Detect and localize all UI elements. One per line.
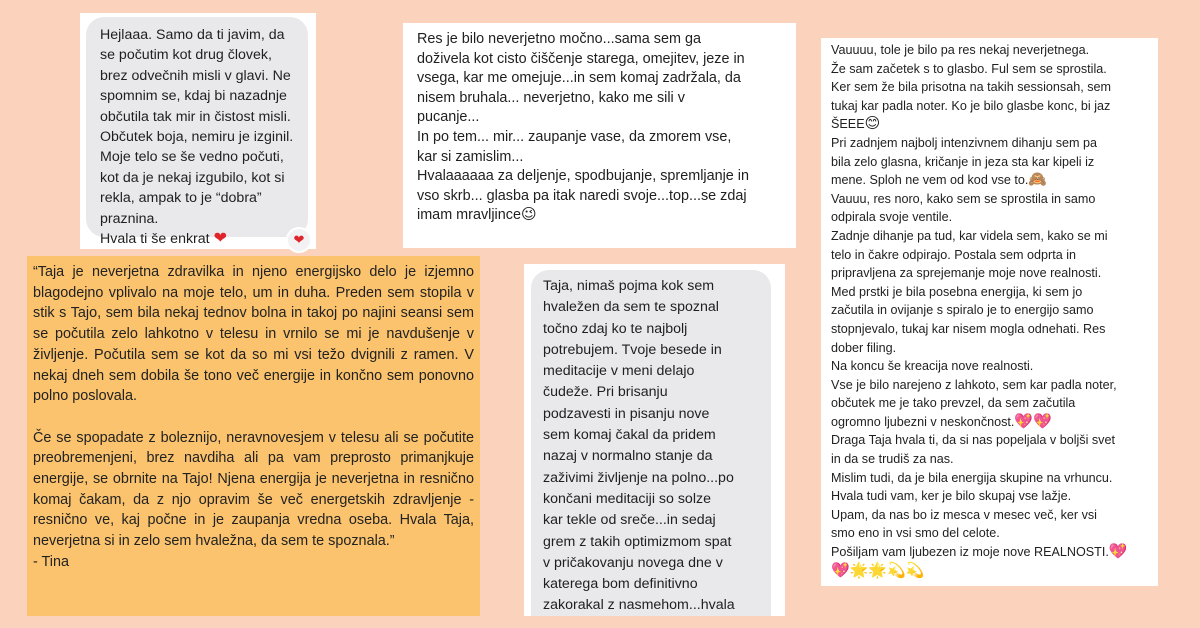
message-body: Hejlaaa. Samo da ti javim, da se počutim kot drug človek, brez odvečnih misli v glavi. Ne spomnim se, kdaj bi nazadnje občutila tak mir in čistost misli. Občutek boja, nemiru je izginil. Moje telo se še vedno počuti, kot da je nekaj izgubilo, kot si rekla, ampak to je “dobra” praznina. Hvala ti še enkrat [100, 27, 294, 248]
testimonial-card-5 [524, 264, 785, 616]
message-part-4: Draga Taja hvala ti, da si nas popeljala v boljši svet in da se trudiš za nas. Mislim tudi, da je bila energija skupine na vrhuncu. Hvala tudi vam, ker je bilo skupaj vse lažje. Upam, da nas bo iz mesca v mesec več, ker vsi smo eno in vsi smo del celote. Pošiljam vam ljubezen iz moje nove REALNOSTI. [831, 433, 1115, 560]
sparkling-heart-icon: 💖 [1108, 543, 1128, 561]
message-text [831, 41, 1148, 580]
testimonial-card-4 [27, 256, 480, 616]
message-part-3: Vauuu, res noro, kako sem se sprostila in samo odpirala svoje ventile. Zadnje dihanje pa tud, kar videla sem, kako se mi telo in čakre odpirajo. Postala sem odprta in pripravljena za sprejemanje moje nove realnosti. Med prstki je bila posebna energija, ki sem jo začutila in ovijanje s spiralo je to energijo samo stopnjevalo, tukaj kar nisem mogla odnehati. Res dober filing. Na koncu še kreacija nove realnosti. Vse je bilo narejeno z lahkoto, sem kar padla noter, občutek me je tako prevzel, da sem začutila ogromno ljubezni v neskončnost. [831, 191, 1117, 429]
message-body: Res je bilo neverjetno močno...sama sem ga doživela kot cisto čiščenje starega, omejitev, jeze in vsega, kar me omejuje...in sem komaj zadržala, da nisem bruhala... neverjetno, kako me sili v pucanje... In po tem... mir... zaupanje vase, da zmorem vse, kar si zamislim... Hvalaaaaaa za deljenje, spodbujanje, spremljanje in vso skrb... glasba pa itak naredi svoje...top...se zdaj imam mravljince [417, 31, 750, 224]
message-bubble [86, 17, 308, 248]
testimonial-card-1 [80, 13, 316, 249]
message-bubble [531, 270, 771, 616]
message-text [417, 30, 782, 226]
message-part-1: Vauuuu, tole je bilo pa res nekaj neverjetnega. Že sam začetek s to glasbo. Ful sem se sprostila. Ker sem že bila prisotna na takih sessionsah, sem tukaj kar padla noter. Ko je bilo glasbe konc, bi jaz ŠEEE [831, 43, 1111, 132]
testimonial-signature: - Tina [33, 553, 69, 570]
testimonial-paragraph-2: Če se spopadate z boleznijo, neravnovesjem v telesu ali se počutite preobremenjeni, brez navdiha ali pa vam preprosto primanjkuje energije, se obrnite na Tajo! Njena energija je neverjetna in resnično komaj čakam, da z njo opravim še več energetskih zdravljenje - resnično ve, kaj počne in je zaupanja vredna oseba. Hvala Taja, neverjetna si in zelo sem hvaležna, da sem te spoznala.” [33, 429, 474, 550]
heart-reaction-icon: ❤ [286, 227, 312, 253]
testimonial-card-2 [403, 23, 796, 248]
message-part-2: Pri zadnjem najbolj intenzivnem dihanju sem pa bila zelo glasna, kričanje in jeza sta kar kipeli iz mene. Sploh ne vem od kod vse to. [831, 135, 1098, 188]
message-text [100, 27, 293, 247]
testimonial-text [33, 262, 474, 573]
heart-emoji-icon: ❤ [213, 230, 227, 248]
message-body: Taja, nimaš pojma kok sem hvaležen da sem te spoznal točno zdaj ko te najbolj potrebujem. Tvoje besede in meditacije v meni delajo čudeže. Pri brisanju podzavesti in pisanju nove sem komaj čakal da pridem nazaj v normalno stanje da zaživimi življenje na polno...po končani meditaciji so solze kar tekle od sreče...in sedaj grem z takih optimizmom spat v pričakovanju novega dne v katerega bom definitivno zakorakal z nasmehom...hvala [543, 278, 735, 614]
see-no-evil-monkey-icon: 🙈 [1028, 171, 1048, 189]
wink-emoji-icon: 😉 [520, 206, 537, 224]
smile-emoji-icon: 😊 [864, 115, 881, 133]
testimonial-paragraph-1: “Taja je neverjetna zdravilka in njeno energijsko delo je izjemno blagodejno vplivalo na moje telo, um in duha. Preden sem stopila v stik s Tajo, sem bila nekaj tednov bolna in takoj po najini seansi sem se počutila zelo lahkotno v telesu in vrnilo se mi je navdušenje v življenje. Počutila sem se kot da so mi vsi težo dvignili z ramen. V nekaj dneh sem dobila še tono več energije in končno sem ponovno polno poslovala. [33, 264, 474, 405]
sparkling-hearts-icon: 💖💖 [1014, 412, 1052, 430]
testimonial-card-3 [821, 38, 1158, 586]
hearts-stars-icon: 💖🌟🌟💫💫 [831, 561, 925, 579]
